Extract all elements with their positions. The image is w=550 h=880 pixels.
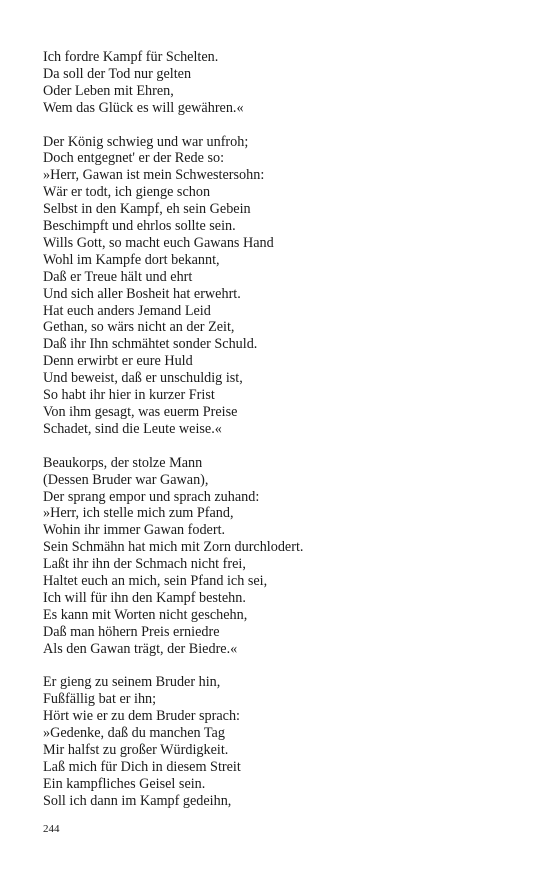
verse-line: Ich fordre Kampf für Schelten. [43,49,219,65]
verse-line: »Herr, ich stelle mich zum Pfand, [43,505,234,522]
verse-line: Als den Gawan trägt, der Biedre.« [43,640,238,657]
verse-line: Ich will für ihn den Kampf bestehn. [43,589,246,606]
verse-line: »Herr, Gawan ist mein Schwestersohn: [43,167,265,184]
verse-line: Mir halfst zu großer Würdigkeit. [43,742,229,759]
verse-line: Daß ihr Ihn schmähtet sonder Schuld. [43,336,258,353]
verse-line: (Dessen Bruder war Gawan), [43,471,209,488]
verse-line: Er gieng zu seinem Bruder hin, [43,674,221,691]
verse-line: Von ihm gesagt, was euerm Preise [43,404,238,421]
verse-line: Wohin ihr immer Gawan fodert. [43,522,226,539]
verse-line: Selbst in den Kampf, eh sein Gebein [43,201,251,218]
verse-line: Doch entgegnet' er der Rede so: [43,150,225,167]
verse-line: Es kann mit Worten nicht geschehn, [43,606,248,623]
verse-line: Hört wie er zu dem Bruder sprach: [43,708,240,725]
verse-line: Der König schwieg und war unfroh; [43,133,249,150]
verse-line: Haltet euch an mich, sein Pfand ich sei, [43,573,268,590]
verse-line: So habt ihr hier in kurzer Frist [43,387,215,404]
verse-line: Daß er Treue hält und ehrt [43,268,193,285]
verse-line: Denn erwirbt er eure Huld [43,353,193,370]
verse-line: Beaukorps, der stolze Mann [43,454,203,471]
verse-line: Beschimpft und ehrlos sollte sein. [43,218,236,235]
verse-line: Hat euch anders Jemand Leid [43,302,211,319]
stanza [43,455,523,658]
verse-line: Da soll der Tod nur gelten [43,65,192,82]
stanza [43,49,523,117]
stanza [43,674,523,809]
verse-line: »Gedenke, daß du manchen Tag [43,725,225,742]
verse-line: Sein Schmähn hat mich mit Zorn durchlodert. [43,539,304,556]
verse-line: Wills Gott, so macht euch Gawans Hand [43,234,274,251]
stanza [43,134,523,438]
verse-line: Laß mich für Dich in diesem Streit [43,759,241,776]
verse-line: Wär er todt, ich gienge schon [43,184,211,201]
verse-line: Daß man höhern Preis erniedre [43,623,220,640]
verse-line: Der sprang empor und sprach zuhand: [43,488,260,505]
verse-line: Gethan, so wärs nicht an der Zeit, [43,319,235,336]
verse-line: Fußfällig bat er ihn; [43,691,157,708]
verse-line: Und sich aller Bosheit hat erwehrt. [43,285,241,302]
verse-line: Wohl im Kampfe dort bekannt, [43,251,220,268]
page-number: 244 [43,823,60,835]
verse-line: Schadet, sind die Leute weise.« [43,420,222,437]
verse-line: Soll ich dann im Kampf gedeihn, [43,792,232,809]
verse-line: Oder Leben mit Ehren, [43,82,174,99]
verse-line: Wem das Glück es will gewähren.« [43,99,244,116]
verse-line: Laßt ihr ihn der Schmach nicht frei, [43,556,246,573]
poem-body [43,49,523,827]
verse-line: Und beweist, daß er unschuldig ist, [43,370,243,387]
verse-line: Ein kampfliches Geisel sein. [43,775,206,792]
